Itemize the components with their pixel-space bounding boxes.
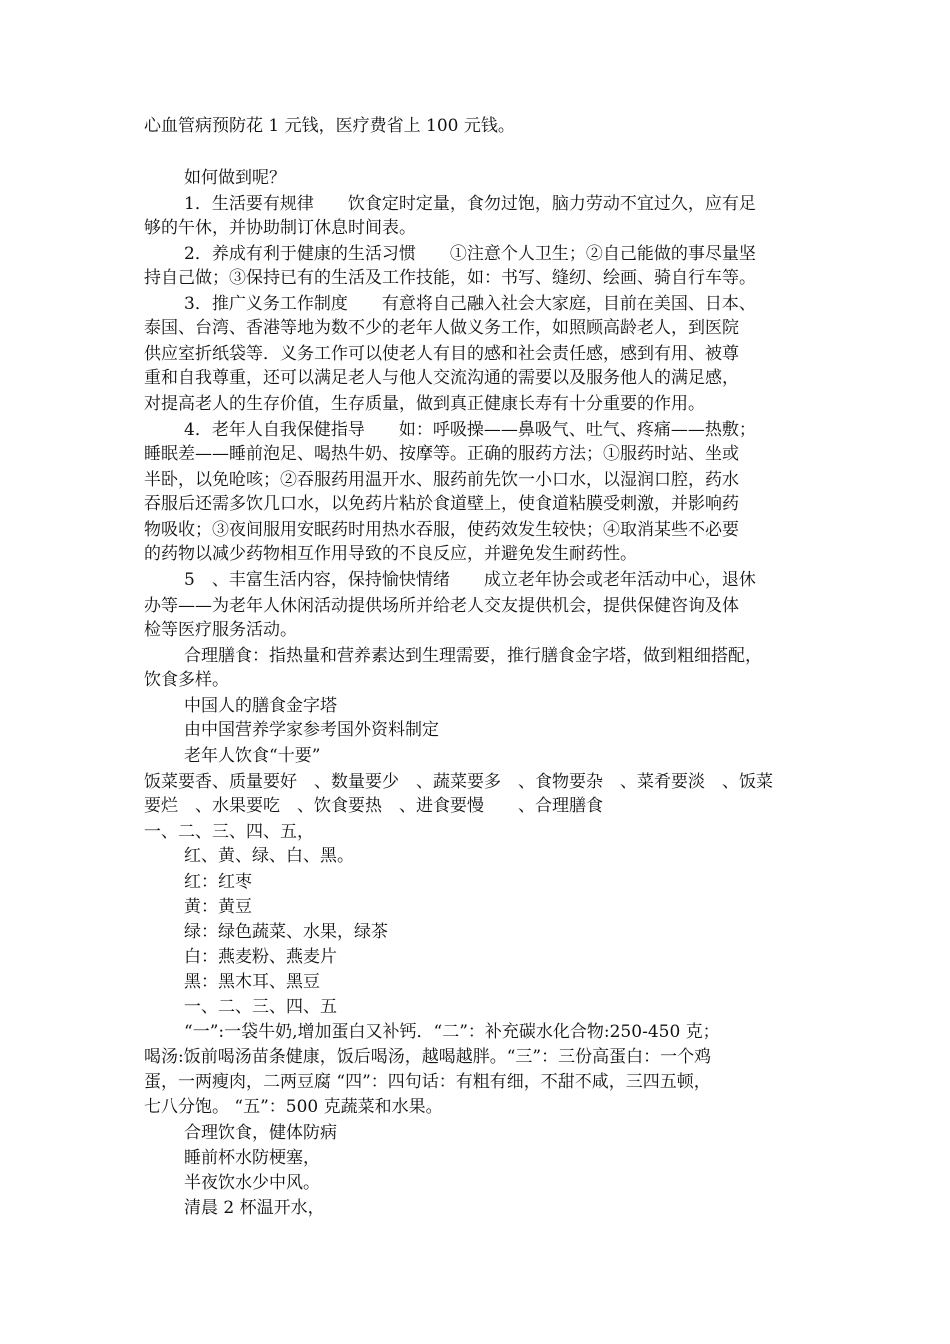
text-line: 检等医疗服务活动。: [144, 620, 297, 640]
text-line: 2．养成有利于健康的生活习惯 ①注意个人卫生；②自己能做的事尽量坚: [184, 244, 756, 264]
text-line: 如何做到呢？: [184, 168, 286, 188]
text-line: 对提高老人的生存价值，生存质量，做到真正健康长寿有十分重要的作用。: [144, 394, 705, 414]
text-line: 由中国营养学家参考国外资料制定: [184, 720, 439, 740]
text-line: 要烂 、水果要吃 、饮食要热 、进食要慢 、合理膳食: [144, 796, 603, 816]
text-line: 睡眠差——睡前泡足、喝热牛奶、按摩等。正确的服药方法；①服药时站、坐或: [144, 444, 739, 464]
text-line: 5 、丰富生活内容，保持愉快情绪 成立老年协会或老年活动中心，退休: [184, 570, 756, 590]
text-line: 的药物以减少药物相互作用导致的不良反应，并避免发生耐药性。: [144, 544, 637, 564]
text-line: 办等——为老年人休闲活动提供场所并给老人交友提供机会，提供保健咨询及体: [144, 596, 739, 616]
text-line: 饭菜要香、质量要好 、数量要少 、蔬菜要多 、食物要杂 、菜肴要淡 、饭菜: [144, 772, 773, 792]
text-line: 白：燕麦粉、燕麦片: [184, 947, 337, 967]
text-line: 饮食多样。: [144, 670, 229, 690]
text-line: 合理饮食，健体防病: [184, 1123, 337, 1143]
text-line: 一、二、三、四、五: [184, 997, 337, 1017]
text-line: 黑：黑木耳、黑豆: [184, 972, 320, 992]
text-line: 中国人的膳食金字塔: [184, 696, 337, 716]
text-line: 持自己做；③保持已有的生活及工作技能，如：书写、缝纫、绘画、骑自行车等。: [144, 268, 756, 288]
text-line: 黄：黄豆: [184, 897, 252, 917]
text-line: 吞服后还需多饮几口水，以免药片粘於食道壁上，使食道粘膜受刺激，并影响药: [144, 494, 739, 514]
text-line: 睡前杯水防梗塞，: [184, 1148, 320, 1168]
text-line: 清晨 2 杯温开水，: [184, 1198, 325, 1218]
text-line: 一、二、三、四、五，: [144, 822, 314, 842]
text-line: 红、黄、绿、白、黑。: [184, 846, 354, 866]
text-line: 合理膳食：指热量和营养素达到生理需要，推行膳食金字塔，做到粗细搭配，: [184, 646, 762, 666]
text-line: 红：红枣: [184, 872, 252, 892]
text-line: 心血管病预防花 1 元钱，医疗费省上 100 元钱。: [144, 116, 515, 136]
text-line: 半卧，以免呛咳；②吞服药用温开水、服药前先饮一小口水，以湿润口腔，药水: [144, 470, 739, 490]
text-line: 重和自我尊重，还可以满足老人与他人交流沟通的需要以及服务他人的满足感，: [144, 368, 739, 388]
text-line: 4．老年人自我保健指导 如：呼吸操——鼻吸气、吐气、疼痛——热敷；: [184, 420, 756, 440]
text-line: 泰国、台湾、香港等地为数不少的老年人做义务工作，如照顾高龄老人，到医院: [144, 318, 739, 338]
text-line: “一”:一袋牛奶,增加蛋白又补钙．“二”：补充碳水化合物:250-450 克；: [184, 1022, 720, 1042]
text-line: 喝汤:饭前喝汤苗条健康，饭后喝汤，越喝越胖。“三”：三份高蛋白：一个鸡: [144, 1047, 712, 1067]
text-line: 半夜饮水少中风。: [184, 1173, 320, 1193]
text-line: 七八分饱。 “五”：500 克蔬菜和水果。: [144, 1097, 443, 1117]
text-line: 绿：绿色蔬菜、水果，绿茶: [184, 922, 388, 942]
text-line: 3．推广义务工作制度 有意将自己融入社会大家庭，目前在美国、日本、: [184, 294, 756, 314]
text-line: 1．生活要有规律 饮食定时定量，食勿过饱，脑力劳动不宜过久，应有足: [184, 194, 756, 214]
text-line: 物吸收；③夜间服用安眠药时用热水吞服，使药效发生较快；④取消某些不必要: [144, 520, 739, 540]
text-line: 供应室折纸袋等．义务工作可以使老人有目的感和社会责任感，感到有用、被尊: [144, 344, 739, 364]
text-line: 老年人饮食“十要”: [184, 746, 321, 766]
text-line: 蛋，一两瘦肉，二两豆腐 “四”：四句话：有粗有细，不甜不咸，三四五顿，: [144, 1072, 711, 1092]
text-line: 够的午休，并协助制订休息时间表。: [144, 218, 416, 238]
